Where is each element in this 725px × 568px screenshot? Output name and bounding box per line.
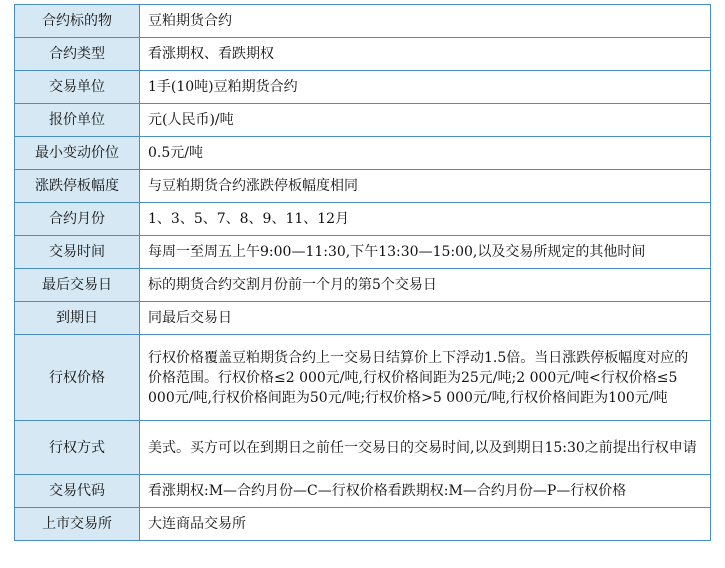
row-label: 最后交易日 xyxy=(15,269,140,302)
row-value: 与豆粕期货合约涨跌停板幅度相同 xyxy=(140,170,711,203)
row-value: 同最后交易日 xyxy=(140,302,711,335)
row-label: 交易代码 xyxy=(15,475,140,508)
row-value: 豆粕期货合约 xyxy=(140,5,711,38)
row-value: 0.5元/吨 xyxy=(140,137,711,170)
row-label: 最小变动价位 xyxy=(15,137,140,170)
table-row xyxy=(15,38,711,71)
table-row xyxy=(15,421,711,475)
row-label: 交易时间 xyxy=(15,236,140,269)
row-label: 报价单位 xyxy=(15,104,140,137)
table-row xyxy=(15,302,711,335)
table-row xyxy=(15,475,711,508)
row-value: 元(人民币)/吨 xyxy=(140,104,711,137)
row-value: 每周一至周五上午9:00—11:30,下午13:30—15:00,以及交易所规定的其他时间 xyxy=(140,236,711,269)
row-value: 大连商品交易所 xyxy=(140,508,711,541)
row-label: 涨跌停板幅度 xyxy=(15,170,140,203)
row-label: 上市交易所 xyxy=(15,508,140,541)
row-label: 交易单位 xyxy=(15,71,140,104)
table-row xyxy=(15,104,711,137)
table-row xyxy=(15,170,711,203)
table-row xyxy=(15,5,711,38)
row-value: 美式。买方可以在到期日之前任一交易日的交易时间,以及到期日15:30之前提出行权申请 xyxy=(140,421,711,475)
row-label: 合约标的物 xyxy=(15,5,140,38)
table-row xyxy=(15,335,711,421)
contract-spec-table xyxy=(14,4,711,541)
row-value: 1手(10吨)豆粕期货合约 xyxy=(140,71,711,104)
row-label: 合约月份 xyxy=(15,203,140,236)
row-label: 合约类型 xyxy=(15,38,140,71)
row-label: 行权价格 xyxy=(15,335,140,421)
table-row xyxy=(15,71,711,104)
row-value: 行权价格覆盖豆粕期货合约上一交易日结算价上下浮动1.5倍。当日涨跌停板幅度对应的价格范围。行权价格≤2 000元/吨,行权价格间距为25元/吨;2 000元/吨<行权价格≤5 000元/吨,行权价格间距为50元/吨;行权价格>5 000元/吨,行权价格间距为100元/吨 xyxy=(140,335,711,421)
table-row xyxy=(15,269,711,302)
table-row xyxy=(15,203,711,236)
row-value: 标的期货合约交割月份前一个月的第5个交易日 xyxy=(140,269,711,302)
row-label: 行权方式 xyxy=(15,421,140,475)
row-value: 1、3、5、7、8、9、11、12月 xyxy=(140,203,711,236)
row-value: 看涨期权、看跌期权 xyxy=(140,38,711,71)
table-row xyxy=(15,236,711,269)
row-label: 到期日 xyxy=(15,302,140,335)
row-value: 看涨期权:M—合约月份—C—行权价格看跌期权:M—合约月份—P—行权价格 xyxy=(140,475,711,508)
table-row xyxy=(15,137,711,170)
table-row xyxy=(15,508,711,541)
